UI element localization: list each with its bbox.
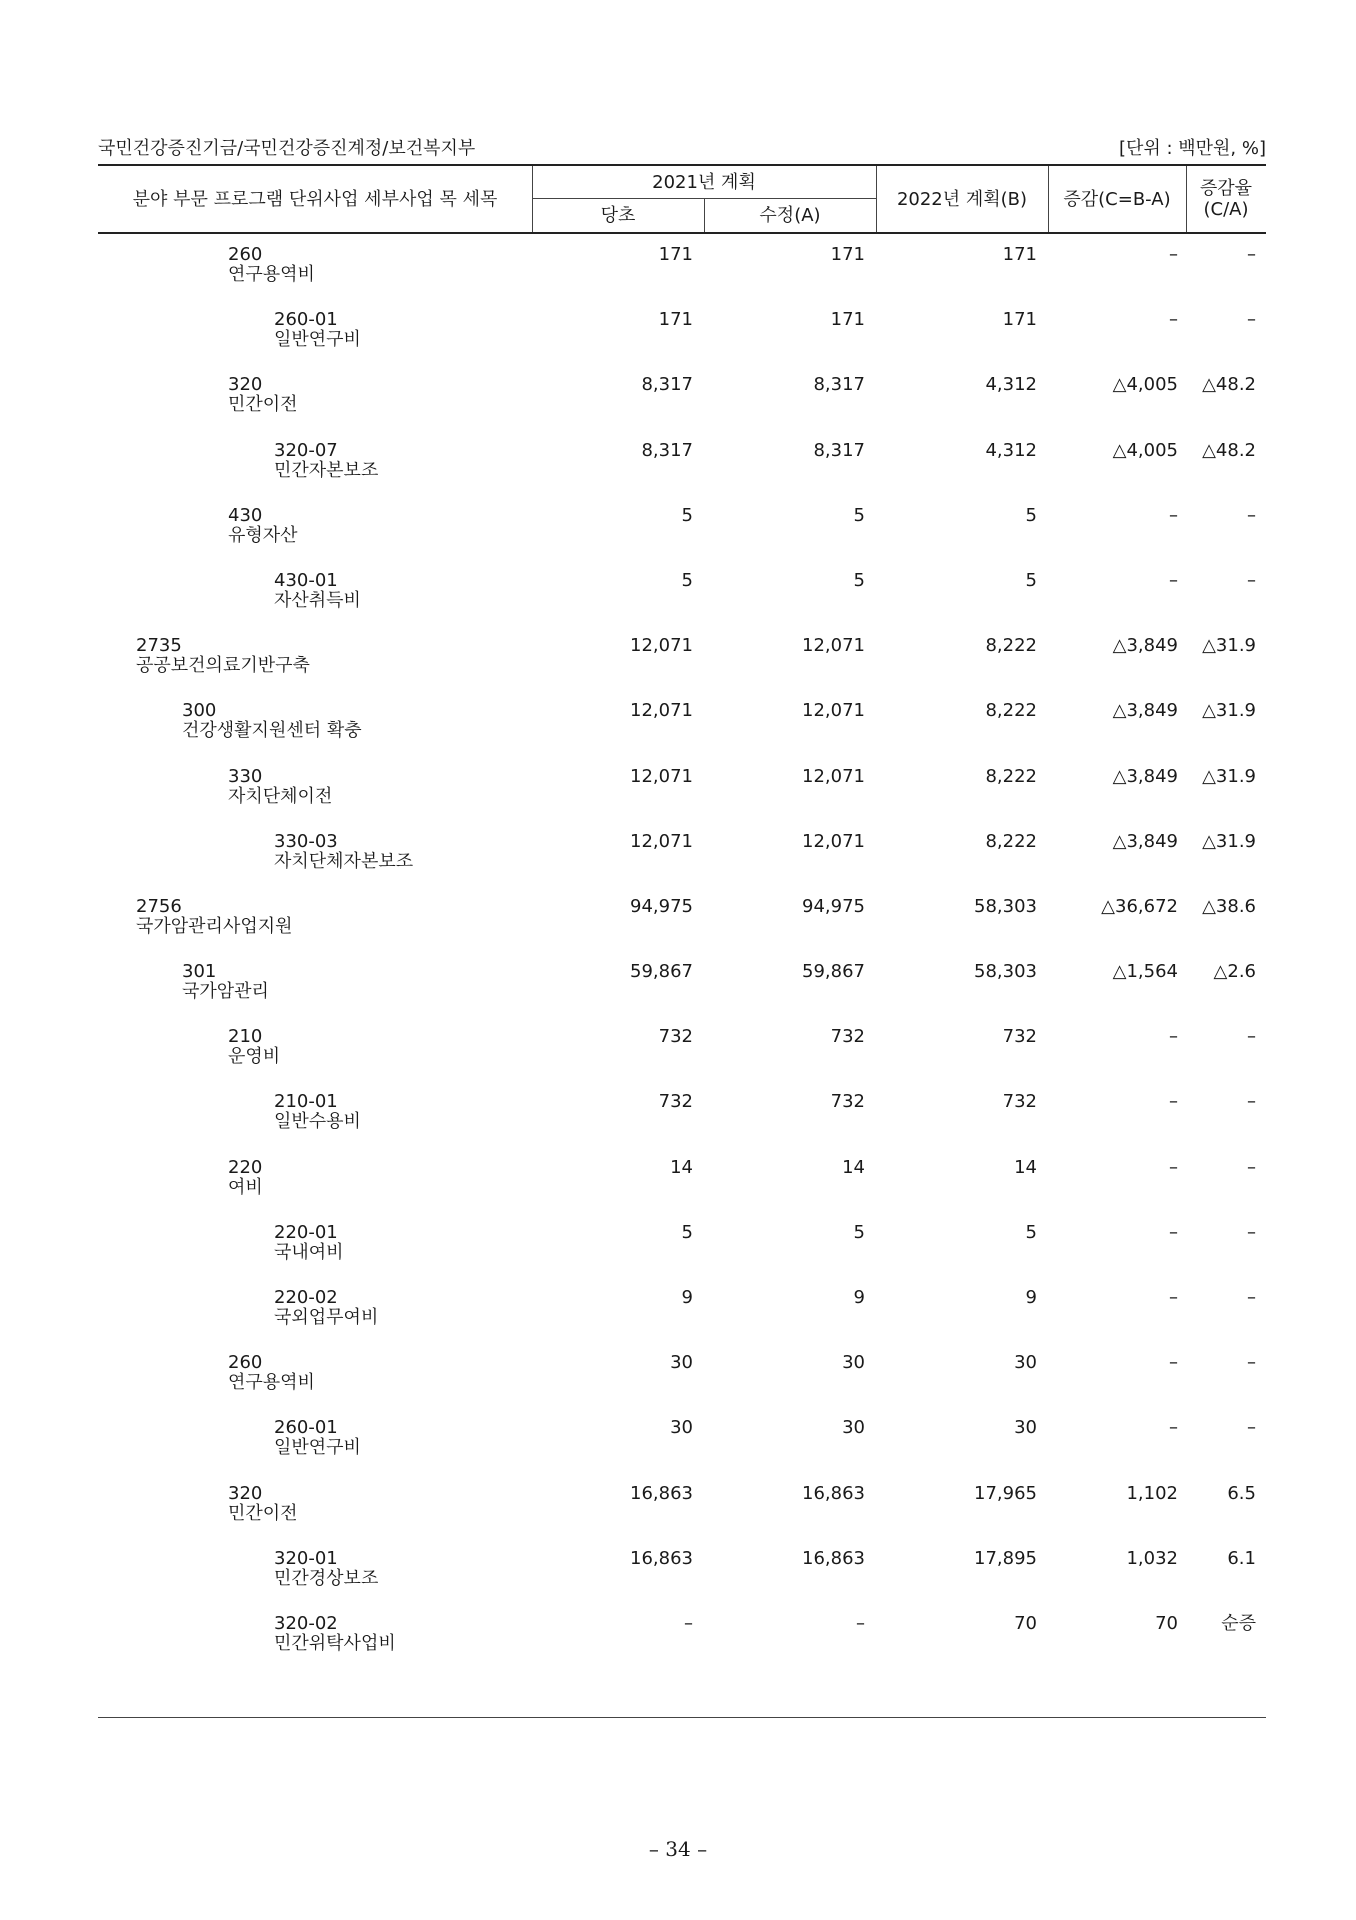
cell-revised: 12,071 [802,830,865,852]
row-name: 민간경상보조 [274,1567,379,1589]
cell-rate: – [1247,1026,1256,1048]
row-code: 2756 [136,895,182,917]
cell-rate: △48.2 [1202,439,1256,461]
cell-plan-2022: 732 [1002,1091,1037,1113]
cell-change: – [1169,1156,1178,1178]
cell-rate: – [1247,1091,1256,1113]
cell-change: – [1169,1026,1178,1048]
row-code: 320 [228,1482,263,1504]
cell-plan-2022: 17,895 [974,1547,1037,1569]
table-row [98,299,1266,364]
cell-revised: 30 [842,1417,865,1439]
cell-rate: △31.9 [1202,765,1256,787]
table-row [98,430,1266,495]
cell-revised: 732 [830,1091,865,1113]
cell-rate: – [1247,569,1256,591]
cell-original: 16,863 [630,1482,693,1504]
cell-original: 12,071 [630,830,693,852]
cell-change: 70 [1155,1612,1178,1634]
cell-change: – [1169,1287,1178,1308]
cell-original: 12,071 [630,635,693,657]
row-name: 자산취득비 [274,589,361,611]
row-code: 320-01 [274,1547,338,1569]
cell-plan-2022: 4,312 [985,374,1037,396]
cell-revised: 8,317 [813,439,865,461]
row-name: 국가암관리 [182,981,269,1003]
cell-original: 732 [658,1091,693,1113]
cell-original: 59,867 [630,961,693,983]
table-row [98,821,1266,886]
row-code: 430 [228,504,263,526]
cell-revised: 5 [853,504,865,526]
cell-original: 12,071 [630,765,693,787]
table-row [98,756,1266,821]
cell-original: 9 [681,1287,693,1308]
cell-change: △3,849 [1112,765,1178,787]
cell-original: 12,071 [630,700,693,722]
cell-change: – [1169,1091,1178,1113]
cell-plan-2022: 5 [1025,1221,1037,1243]
row-name: 자치단체자본보조 [274,850,414,872]
cell-plan-2022: 58,303 [974,961,1037,983]
cell-revised: 12,071 [802,765,865,787]
cell-revised: 732 [830,1026,865,1048]
cell-original: – [684,1612,693,1634]
cell-original: 14 [670,1156,693,1178]
cell-plan-2022: 30 [1014,1352,1037,1374]
cell-change: △3,849 [1112,830,1178,852]
cell-original: 16,863 [630,1547,693,1569]
cell-revised: 30 [842,1352,865,1374]
row-name: 일반연구비 [274,1437,361,1459]
cell-plan-2022: 8,222 [985,765,1037,787]
table-row [98,1081,1266,1146]
cell-plan-2022: 14 [1014,1156,1037,1178]
cell-revised: 8,317 [813,374,865,396]
row-name: 국외업무여비 [274,1307,379,1328]
cell-revised: 14 [842,1156,865,1178]
cell-plan-2022: 8,222 [985,635,1037,657]
cell-plan-2022: 9 [1025,1287,1037,1308]
table-row [98,951,1266,1016]
row-code: 210-01 [274,1091,338,1113]
divider [1186,166,1187,232]
cell-plan-2022: 171 [1002,309,1037,331]
divider [876,166,877,232]
cell-plan-2022: 8,222 [985,700,1037,722]
col-plan-2022: 2022년 계획(B) [896,188,1028,210]
row-code: 220 [228,1156,263,1178]
cell-revised: 12,071 [802,635,865,657]
cell-plan-2022: 5 [1025,504,1037,526]
divider [1048,166,1049,232]
cell-rate: – [1247,1352,1256,1374]
cell-revised: 9 [853,1287,865,1308]
row-name: 민간자본보조 [274,459,379,481]
cell-plan-2022: 732 [1002,1026,1037,1048]
row-name: 공공보건의료기반구축 [136,655,310,677]
row-name: 국내여비 [274,1241,344,1263]
table-row [98,364,1266,429]
cell-rate: △48.2 [1202,374,1256,396]
row-code: 320-02 [274,1612,338,1634]
cell-change: – [1169,504,1178,526]
row-name: 운영비 [228,1046,281,1068]
row-code: 330-03 [274,830,338,852]
row-code: 260-01 [274,1417,338,1439]
row-code: 300 [182,700,217,722]
cell-revised: 5 [853,1221,865,1243]
page-number: – 34 – [648,1837,708,1861]
bottom-rule [98,1717,1266,1718]
cell-change: – [1169,244,1178,265]
cell-original: 5 [681,504,693,526]
cell-plan-2022: 17,965 [974,1482,1037,1504]
cell-original: 8,317 [641,439,693,461]
cell-change: △3,849 [1112,700,1178,722]
row-code: 210 [228,1026,263,1048]
col-rate: 증감율 (C/A) [1199,178,1253,220]
cell-plan-2022: 171 [1002,244,1037,265]
cell-change: – [1169,569,1178,591]
cell-rate: – [1247,1417,1256,1439]
row-name: 연구용역비 [228,264,315,285]
cell-rate: △2.6 [1213,961,1256,983]
table-row [98,1212,1266,1277]
cell-rate: – [1247,504,1256,526]
cell-rate: △31.9 [1202,830,1256,852]
row-code: 220-01 [274,1221,338,1243]
cell-change: 1,032 [1126,1547,1178,1569]
cell-original: 94,975 [630,895,693,917]
cell-plan-2022: 58,303 [974,895,1037,917]
cell-change: △1,564 [1112,961,1178,983]
row-code: 260 [228,1352,263,1374]
row-name: 일반연구비 [274,329,361,351]
cell-rate: 6.1 [1227,1547,1256,1569]
row-name: 연구용역비 [228,1372,315,1394]
table-row [98,1277,1266,1342]
row-code: 430-01 [274,569,338,591]
row-name: 건강생활지원센터 확충 [182,720,362,742]
table-row [98,495,1266,560]
cell-change: 1,102 [1126,1482,1178,1504]
cell-plan-2022: 70 [1014,1612,1037,1634]
row-name: 유형자산 [228,524,298,546]
budget-page [98,130,1266,1668]
cell-revised: 59,867 [802,961,865,983]
source-title: 국민건강증진기금/국민건강증진계정/보건복지부 [98,138,476,159]
cell-original: 5 [681,569,693,591]
row-code: 2735 [136,635,182,657]
cell-original: 732 [658,1026,693,1048]
cell-revised: 12,071 [802,700,865,722]
table-row [98,234,1266,299]
unit-label: [단위 : 백만원, %] [1118,138,1266,159]
cell-revised: 171 [830,309,865,331]
cell-rate: – [1247,1287,1256,1308]
table-row [98,625,1266,690]
cell-change: – [1169,1221,1178,1243]
table-row [98,1538,1266,1603]
cell-original: 30 [670,1352,693,1374]
row-name: 자치단체이전 [228,785,333,807]
row-name: 국가암관리사업지원 [136,915,293,937]
row-code: 320 [228,374,263,396]
cell-rate: – [1247,309,1256,331]
cell-revised: 5 [853,569,865,591]
cell-change: △3,849 [1112,635,1178,657]
row-code: 301 [182,961,217,983]
table-row [98,886,1266,951]
cell-rate: – [1247,244,1256,265]
row-code: 330 [228,765,263,787]
cell-rate: 순증 [1221,1612,1256,1634]
cell-original: 171 [658,309,693,331]
table-row [98,1342,1266,1407]
cell-rate: 6.5 [1227,1482,1256,1504]
cell-rate: △38.6 [1202,895,1256,917]
row-name: 여비 [228,1176,263,1198]
col-change: 증감(C=B-A) [1063,188,1171,210]
cell-revised: 171 [830,244,865,265]
cell-rate: △31.9 [1202,635,1256,657]
table-row [98,1016,1266,1081]
cell-rate: △31.9 [1202,700,1256,722]
table-row [98,1473,1266,1538]
row-code: 220-02 [274,1287,338,1308]
col-category: 분야 부문 프로그램 단위사업 세부사업 목 세목 [132,188,498,210]
cell-change: △36,672 [1101,895,1178,917]
col-original: 당초 [600,204,636,226]
cell-revised: 16,863 [802,1482,865,1504]
table-row [98,1603,1266,1668]
cell-original: 30 [670,1417,693,1439]
cell-change: △4,005 [1112,374,1178,396]
table-row [98,560,1266,625]
table-row [98,1407,1266,1472]
cell-plan-2022: 4,312 [985,439,1037,461]
table-body [98,234,1266,1668]
divider [532,198,876,199]
cell-rate: – [1247,1221,1256,1243]
table-row [98,690,1266,755]
cell-original: 5 [681,1221,693,1243]
cell-revised: 94,975 [802,895,865,917]
cell-rate: – [1247,1156,1256,1178]
cell-change: – [1169,1417,1178,1439]
row-code: 320-07 [274,439,338,461]
cell-plan-2022: 8,222 [985,830,1037,852]
cell-plan-2022: 30 [1014,1417,1037,1439]
cell-original: 8,317 [641,374,693,396]
row-name: 민간이전 [228,394,298,416]
table-row [98,1147,1266,1212]
row-name: 민간이전 [228,1502,298,1524]
row-code: 260 [228,244,263,265]
col-revised: 수정(A) [759,204,821,226]
table-header [98,166,1266,232]
cell-change: – [1169,1352,1178,1374]
row-name: 민간위탁사업비 [274,1632,396,1654]
page-header [98,130,1266,164]
cell-change: – [1169,309,1178,331]
cell-original: 171 [658,244,693,265]
cell-change: △4,005 [1112,439,1178,461]
col-plan-2021: 2021년 계획 [652,171,756,193]
cell-plan-2022: 5 [1025,569,1037,591]
divider [704,198,705,232]
cell-revised: – [856,1612,865,1634]
row-name: 일반수용비 [274,1111,361,1133]
cell-revised: 16,863 [802,1547,865,1569]
divider [532,166,533,232]
row-code: 260-01 [274,309,338,331]
